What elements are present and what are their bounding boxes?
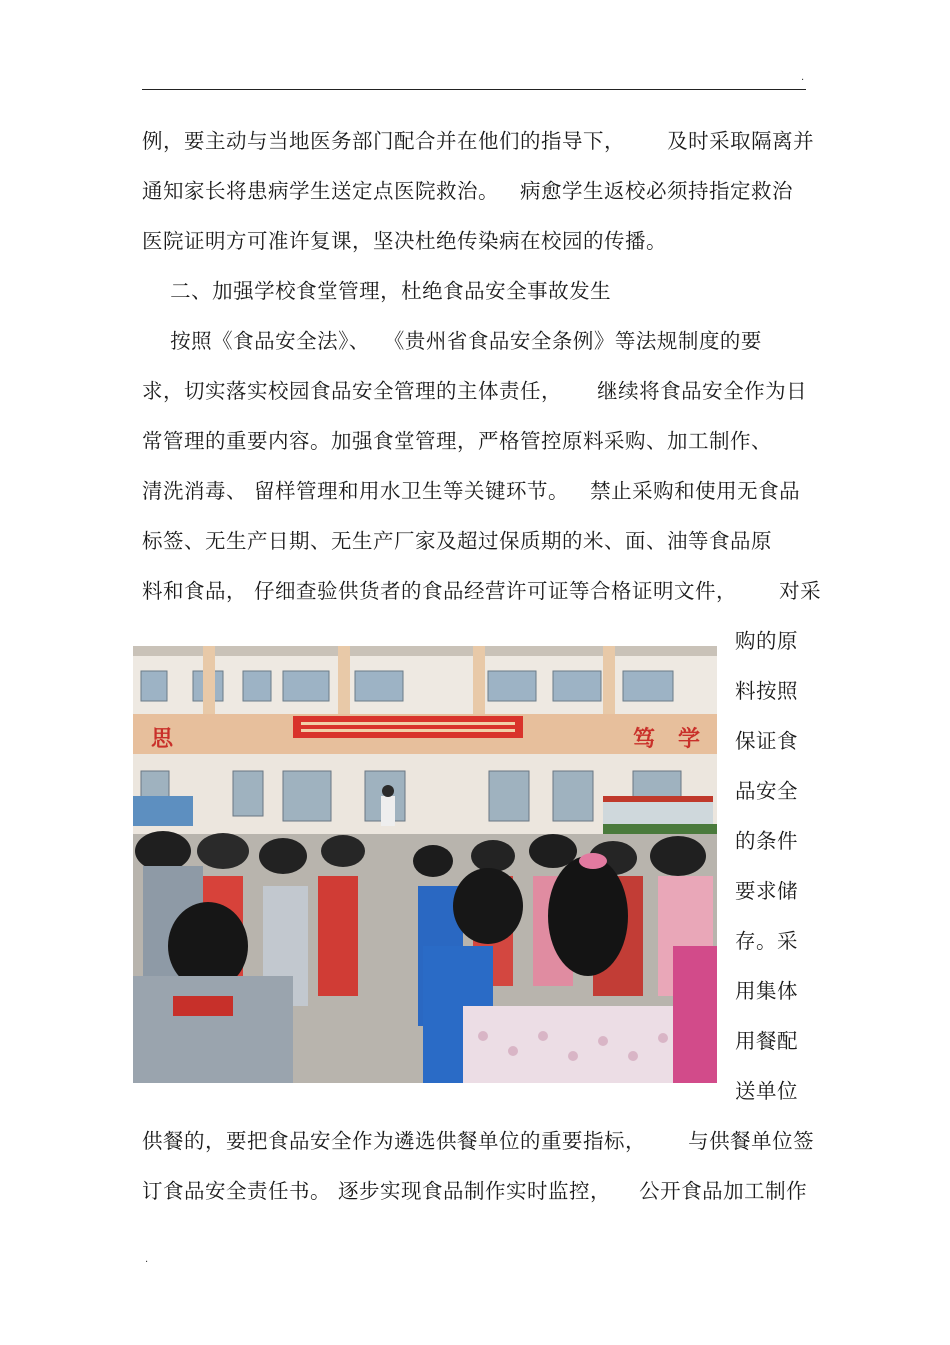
wrap-text-line: 品安全 xyxy=(735,779,798,803)
wrap-text-line: 要求储 xyxy=(735,879,798,903)
wrap-text-line: 用餐配 xyxy=(735,1029,798,1053)
header-rule xyxy=(142,89,806,90)
text-line: 常管理的重要内容。加强食堂管理，严格管控原料采购、加工制作、 xyxy=(142,429,772,453)
text-line: 供餐的，要把食品安全作为遴选供餐单位的重要指标， 与供餐单位签 xyxy=(142,1129,815,1153)
header-dot: . xyxy=(801,72,805,83)
section-heading: 二、加强学校食堂管理，杜绝食品安全事故发生 xyxy=(142,279,612,303)
text-line: 医院证明方可准许复课，坚决杜绝传染病在校园的传播。 xyxy=(142,229,667,253)
footer-dot: . xyxy=(145,1254,149,1265)
text-line: 通知家长将患病学生送定点医院救治。 病愈学生返校必须持指定救治 xyxy=(142,179,794,203)
wrap-text-line: 存。采 xyxy=(735,929,798,953)
wrap-text-line: 保证食 xyxy=(735,729,798,753)
wrap-text-line: 料按照 xyxy=(735,679,798,703)
text-line: 料和食品， 仔细查验供货者的食品经营许可证等合格证明文件， 对采 xyxy=(142,579,822,603)
text-line: 求，切实落实校园食品安全管理的主体责任， 继续将食品安全作为日 xyxy=(142,379,808,403)
school-assembly-photo xyxy=(133,646,717,1083)
text-line: 标签、无生产日期、无生产厂家及超过保质期的米、面、油等食品原 xyxy=(142,529,772,553)
wall-character: 笃 xyxy=(633,726,656,752)
wrap-text-line: 用集体 xyxy=(735,979,798,1003)
text-line: 例，要主动与当地医务部门配合并在他们的指导下， 及时采取隔离并 xyxy=(142,129,815,153)
wall-character: 学 xyxy=(678,726,701,752)
wrap-text-line: 购的原 xyxy=(735,629,798,653)
text-line: 清洗消毒、 留样管理和用水卫生等关键环节。 禁止采购和使用无食品 xyxy=(142,479,801,503)
wrap-text-line: 送单位 xyxy=(735,1079,798,1103)
wall-character: 思 xyxy=(151,726,174,752)
text-line: 订食品安全责任书。 逐步实现食品制作实时监控， 公开食品加工制作 xyxy=(142,1179,808,1203)
text-line: 按照《食品安全法》、 《贵州省食品安全条例》等法规制度的要 xyxy=(142,329,762,353)
wrap-text-line: 的条件 xyxy=(735,829,798,853)
